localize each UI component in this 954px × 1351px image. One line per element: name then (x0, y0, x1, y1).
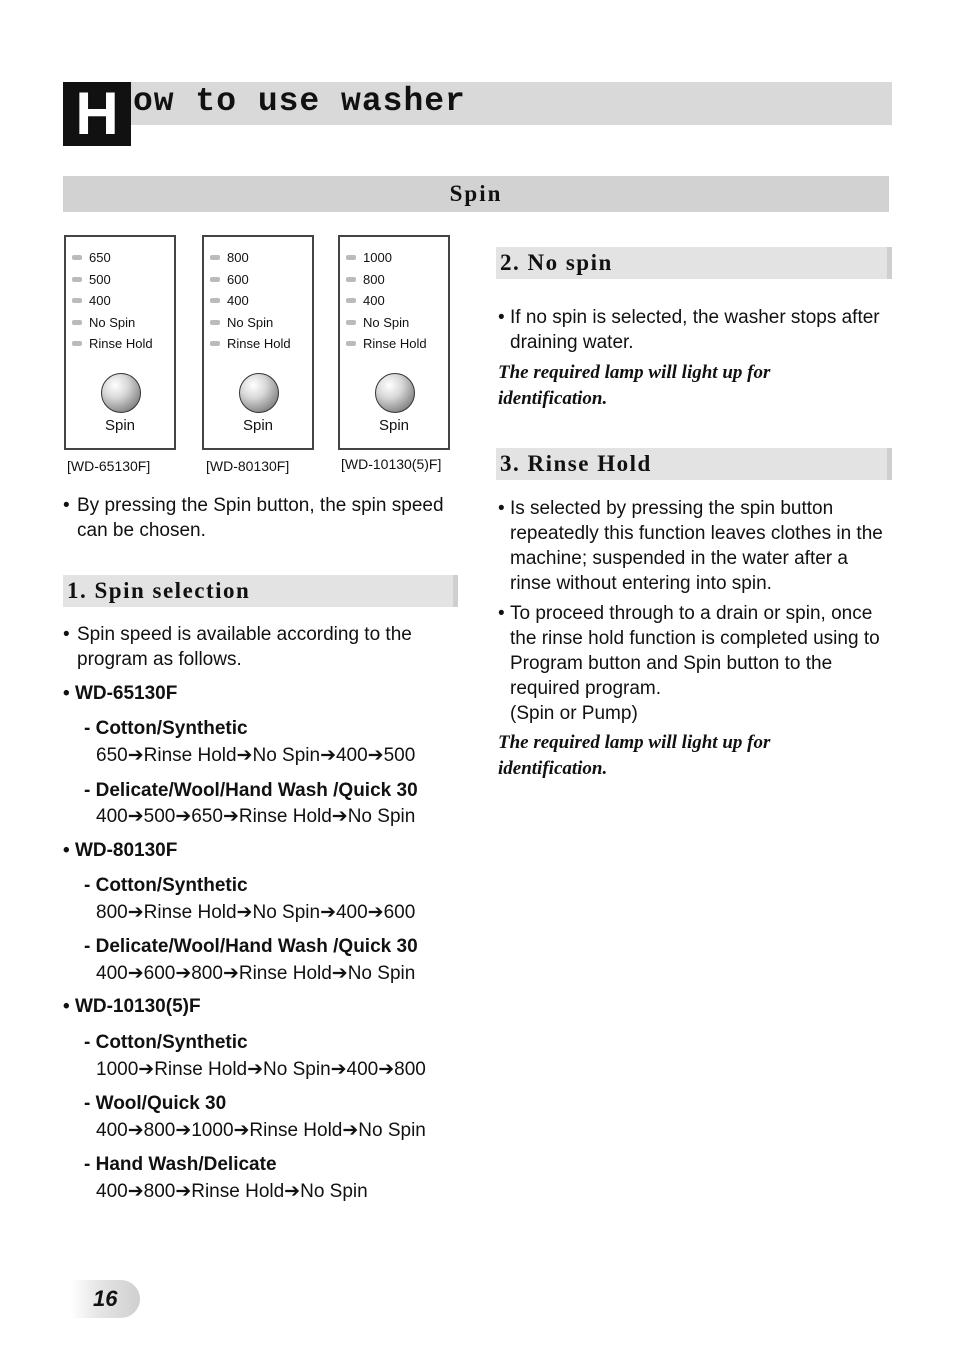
spin-speed-list (346, 247, 427, 355)
spin-button-label: Spin (104, 417, 136, 434)
model-caption: [WD-65130F] (67, 458, 151, 474)
mode-name: - Delicate/Wool/Hand Wash /Quick 30 (84, 780, 418, 801)
lamp-icon (346, 255, 356, 260)
speed-option: 650 (72, 247, 153, 269)
mode-name: - Cotton/Synthetic (84, 1032, 248, 1053)
speed-option: Rinse Hold (72, 333, 153, 355)
mode-name: - Cotton/Synthetic (84, 718, 248, 739)
spin-selection-intro: Spin speed is available according to the program as follows. (77, 624, 412, 670)
speed-option: No Spin (72, 312, 153, 334)
bullet-marker: • (63, 495, 70, 516)
mode-name: - Wool/Quick 30 (84, 1093, 227, 1114)
spin-button[interactable] (101, 373, 141, 413)
mode-sequence: 400➔600➔800➔Rinse Hold➔No Spin (96, 963, 416, 984)
model-caption: [WD-10130(5)F] (341, 456, 442, 472)
mode-sequence: 800➔Rinse Hold➔No Spin➔400➔600 (96, 902, 416, 923)
mode-sequence: 400➔800➔Rinse Hold➔No Spin (96, 1181, 368, 1202)
speed-option: No Spin (346, 312, 427, 334)
page-number: 16 (93, 1286, 118, 1311)
speed-option: 400 (210, 290, 291, 312)
bullet-marker: • (498, 307, 505, 328)
lamp-icon (72, 298, 82, 303)
lamp-icon (210, 277, 220, 282)
lamp-icon (346, 320, 356, 325)
bullet-marker: • (498, 603, 505, 624)
page-title: ow to use washer (133, 83, 466, 120)
control-panel-wd-80130f (202, 235, 314, 450)
lamp-icon (346, 341, 356, 346)
mode-sequence: 650➔Rinse Hold➔No Spin➔400➔500 (96, 745, 416, 766)
speed-option: No Spin (210, 312, 291, 334)
heading-spin-selection: 1. Spin selection (63, 575, 458, 607)
model-heading: • WD-10130(5)F (63, 996, 201, 1017)
section-title-spin: Spin (63, 176, 889, 212)
mode-name: - Delicate/Wool/Hand Wash /Quick 30 (84, 936, 418, 957)
lamp-icon (210, 320, 220, 325)
rinse-hold-paragraph-2: To proceed through to a drain or spin, once the rinse hold function is completed using to Program button and Spin button to the required program. (Spin or Pump) (510, 603, 880, 724)
heading-rinse-hold: 3. Rinse Hold (496, 448, 892, 480)
control-panel-wd-10130-5-f (338, 235, 450, 450)
speed-option: Rinse Hold (346, 333, 427, 355)
title-initial: H (63, 82, 131, 146)
mode-name: - Cotton/Synthetic (84, 875, 248, 896)
spin-speed-list (210, 247, 291, 355)
speed-option: 400 (346, 290, 427, 312)
lamp-icon (72, 255, 82, 260)
lamp-icon (210, 255, 220, 260)
mode-sequence: 1000➔Rinse Hold➔No Spin➔400➔800 (96, 1059, 426, 1080)
speed-option: 800 (346, 269, 427, 291)
lamp-icon (346, 298, 356, 303)
no-spin-paragraph: If no spin is selected, the washer stops after draining water. (510, 307, 880, 353)
spin-speed-list (72, 247, 153, 355)
mode-name: - Hand Wash/Delicate (84, 1154, 277, 1175)
speed-option: 800 (210, 247, 291, 269)
mode-sequence: 400➔800➔1000➔Rinse Hold➔No Spin (96, 1120, 426, 1141)
mode-sequence: 400➔500➔650➔Rinse Hold➔No Spin (96, 806, 416, 827)
lamp-icon (72, 320, 82, 325)
spin-button[interactable] (375, 373, 415, 413)
spin-button[interactable] (239, 373, 279, 413)
lamp-note: The required lamp will light up for identification. (498, 362, 771, 409)
lamp-icon (72, 277, 82, 282)
model-heading: • WD-80130F (63, 840, 178, 861)
speed-option: 400 (72, 290, 153, 312)
bullet-marker: • (498, 498, 505, 519)
model-heading: • WD-65130F (63, 683, 178, 704)
bullet-marker: • (63, 624, 70, 645)
speed-option: 600 (210, 269, 291, 291)
lamp-icon (72, 341, 82, 346)
lamp-icon (210, 298, 220, 303)
lamp-note: The required lamp will light up for identification. (498, 732, 771, 779)
lamp-icon (346, 277, 356, 282)
spin-button-label: Spin (378, 417, 410, 434)
intro-paragraph: By pressing the Spin button, the spin speed can be chosen. (77, 495, 444, 541)
speed-option: Rinse Hold (210, 333, 291, 355)
heading-no-spin: 2. No spin (496, 247, 892, 279)
rinse-hold-paragraph-1: Is selected by pressing the spin button repeatedly this function leaves clothes in the machine; suspended in the water after a rinse without entering into spin. (510, 498, 883, 594)
speed-option: 1000 (346, 247, 427, 269)
speed-option: 500 (72, 269, 153, 291)
model-caption: [WD-80130F] (206, 458, 290, 474)
lamp-icon (210, 341, 220, 346)
control-panel-wd-65130f (64, 235, 176, 450)
spin-button-label: Spin (242, 417, 274, 434)
